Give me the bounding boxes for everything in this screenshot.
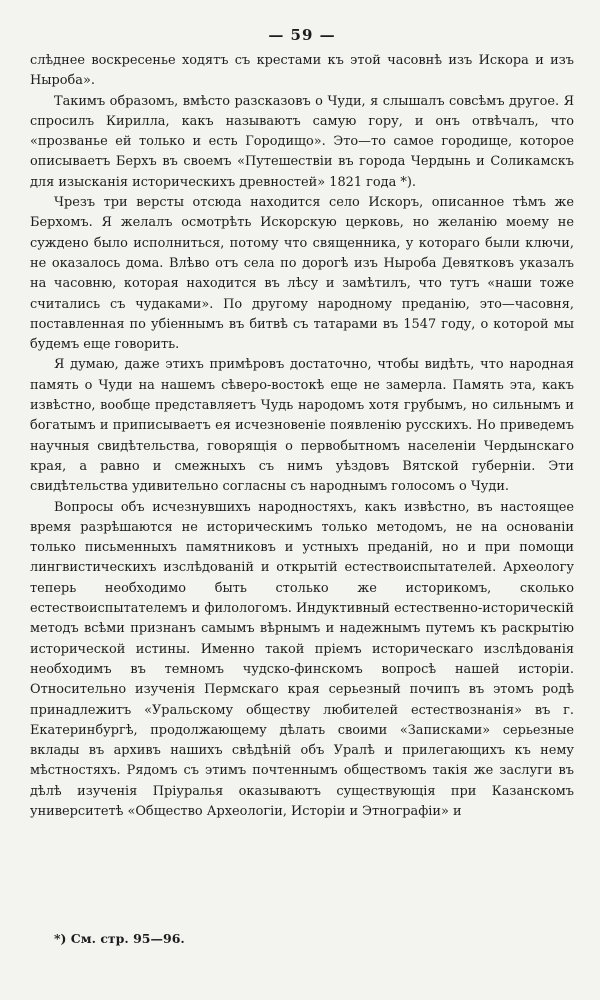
body-text: [30, 51, 574, 822]
paragraph: слѣднее воскресенье ходятъ съ крестами къ этой часовнѣ изъ Искора и изъ Ныроба».: [30, 53, 574, 89]
paragraph: Такимъ образомъ, вмѣсто разсказовъ о Чуди, я слышалъ совсѣмъ другое. Я спросилъ Кирилла, какъ называютъ самую гору, и онъ отвѣчалъ, что «прозванье ей только и есть Городищо». Это—то самое городище, которое описываетъ Берхъ въ своемъ «Путешествіи въ города Чердынь и Соликамскъ для изысканія историческихъ древностей» 1821 года *).: [30, 93, 574, 190]
paragraph: Я думаю, даже этихъ примѣровъ достаточно, чтобы видѣть, что народная память о Чуди на нашемъ сѣверо-востокѣ еще не замерла. Память эта, какъ извѣстно, вообще представляетъ Чудь народомъ хотя грубымъ, но сильнымъ и богатымъ и приписываетъ ея исчезновеніе появленію русскихъ. Но приведемъ научныя свидѣтельства, говорящія о первобытномъ населеніи Чердынскаго края, а равно и смежныхъ съ нимъ уѣздовъ Вятской губерніи. Эти свидѣтельства удивительно согласны съ народнымъ голосомъ о Чуди.: [30, 357, 574, 495]
footnote: *) См. стр. 95—96.: [54, 931, 185, 946]
paragraph: Вопросы объ исчезнувшихъ народностяхъ, какъ извѣстно, въ настоящее время разрѣшаются не историческимъ только методомъ, не на основаніи только письменныхъ памятниковъ и устныхъ преданій, но и при помощи лингвистическихъ изслѣдованій и открытій естествоиспытателей. Археологу теперь необходимо быть столько же историкомъ, сколько естествоиспытателемъ и филологомъ. Индуктивный естественно-историческій методъ всѣми признанъ самымъ вѣрнымъ и надежнымъ путемъ къ раскрытію исторической истины. Именно такой пріемъ историческаго изслѣдованія необходимъ въ темномъ чудско-финскомъ вопросѣ нашей исторіи. Относительно изученія Пермскаго края серьезный почипъ въ этомъ родѣ принадлежитъ «Уральскому обществу любителей естествознанія» въ г. Екатеринбургѣ, продолжающему дѣлать своими «Записками» серьезные вклады въ архивъ нашихъ свѣдѣній объ Уралѣ и прилегающихъ къ нему мѣстностяхъ. Рядомъ съ этимъ почтеннымъ обществомъ такія же заслуги въ дѣлѣ изученія Пріуралья оказываютъ существующія при Казанскомъ университетѣ «Общество Археологіи, Исторіи и Этнографіи» и: [30, 499, 574, 819]
page-number: — 59 —: [268, 26, 336, 44]
paragraph: Чрезъ три версты отсюда находится село Искоръ, описанное тѣмъ же Берхомъ. Я желалъ осмотрѣть Искорскую церковь, но желанію моему не суждено было исполниться, потому что священника, у котораго были ключи, не оказалось дома. Влѣво отъ села по дорогѣ изъ Ныроба Девятковъ указалъ на часовню, которая находится въ лѣсу и замѣтилъ, что тутъ «наши тоже считались съ чудаками». По другому народному преданію, это—часовня, поставленная по убіеннымъ въ битвѣ съ татарами въ 1547 году, о которой мы будемъ еще говорить.: [30, 195, 574, 353]
